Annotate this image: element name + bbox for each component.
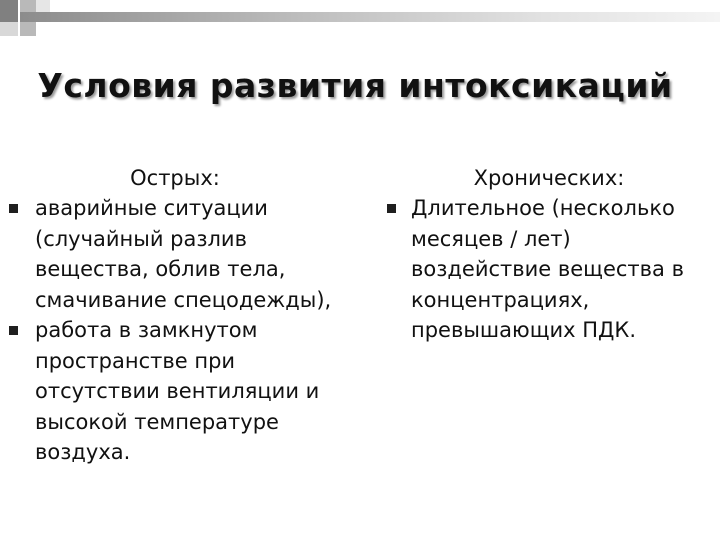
decor-square: [20, 0, 36, 12]
decor-square: [0, 22, 18, 36]
acute-list: [0, 193, 350, 468]
header-gradient-bar: [20, 12, 720, 22]
square-bullet-icon: [9, 204, 18, 213]
list-item-text: работа в замкнутом пространстве при отсутствии вентиляции и высокой температуре воздуха.: [35, 318, 320, 464]
acute-column: [0, 163, 350, 468]
decor-square: [20, 22, 36, 36]
square-bullet-icon: [387, 204, 396, 213]
chronic-column: [384, 163, 714, 346]
acute-heading: Острых:: [130, 166, 220, 190]
decor-square: [0, 0, 18, 22]
list-item: [0, 193, 350, 315]
chronic-list: [384, 193, 714, 346]
list-item-text: Длительное (несколько месяцев / лет) воздействие вещества в концентрациях, превышающих ПДК.: [411, 196, 684, 342]
decor-divider: [18, 0, 20, 36]
slide-title: Условия развития интоксикаций: [37, 66, 673, 105]
list-item: [0, 315, 350, 468]
list-item-text: аварийные ситуации (случайный разлив вещества, облив тела, смачивание спецодежды),: [35, 196, 332, 312]
decor-square: [36, 0, 50, 12]
square-bullet-icon: [9, 326, 18, 335]
chronic-heading: Хронических:: [473, 166, 625, 190]
list-item: [384, 193, 714, 346]
